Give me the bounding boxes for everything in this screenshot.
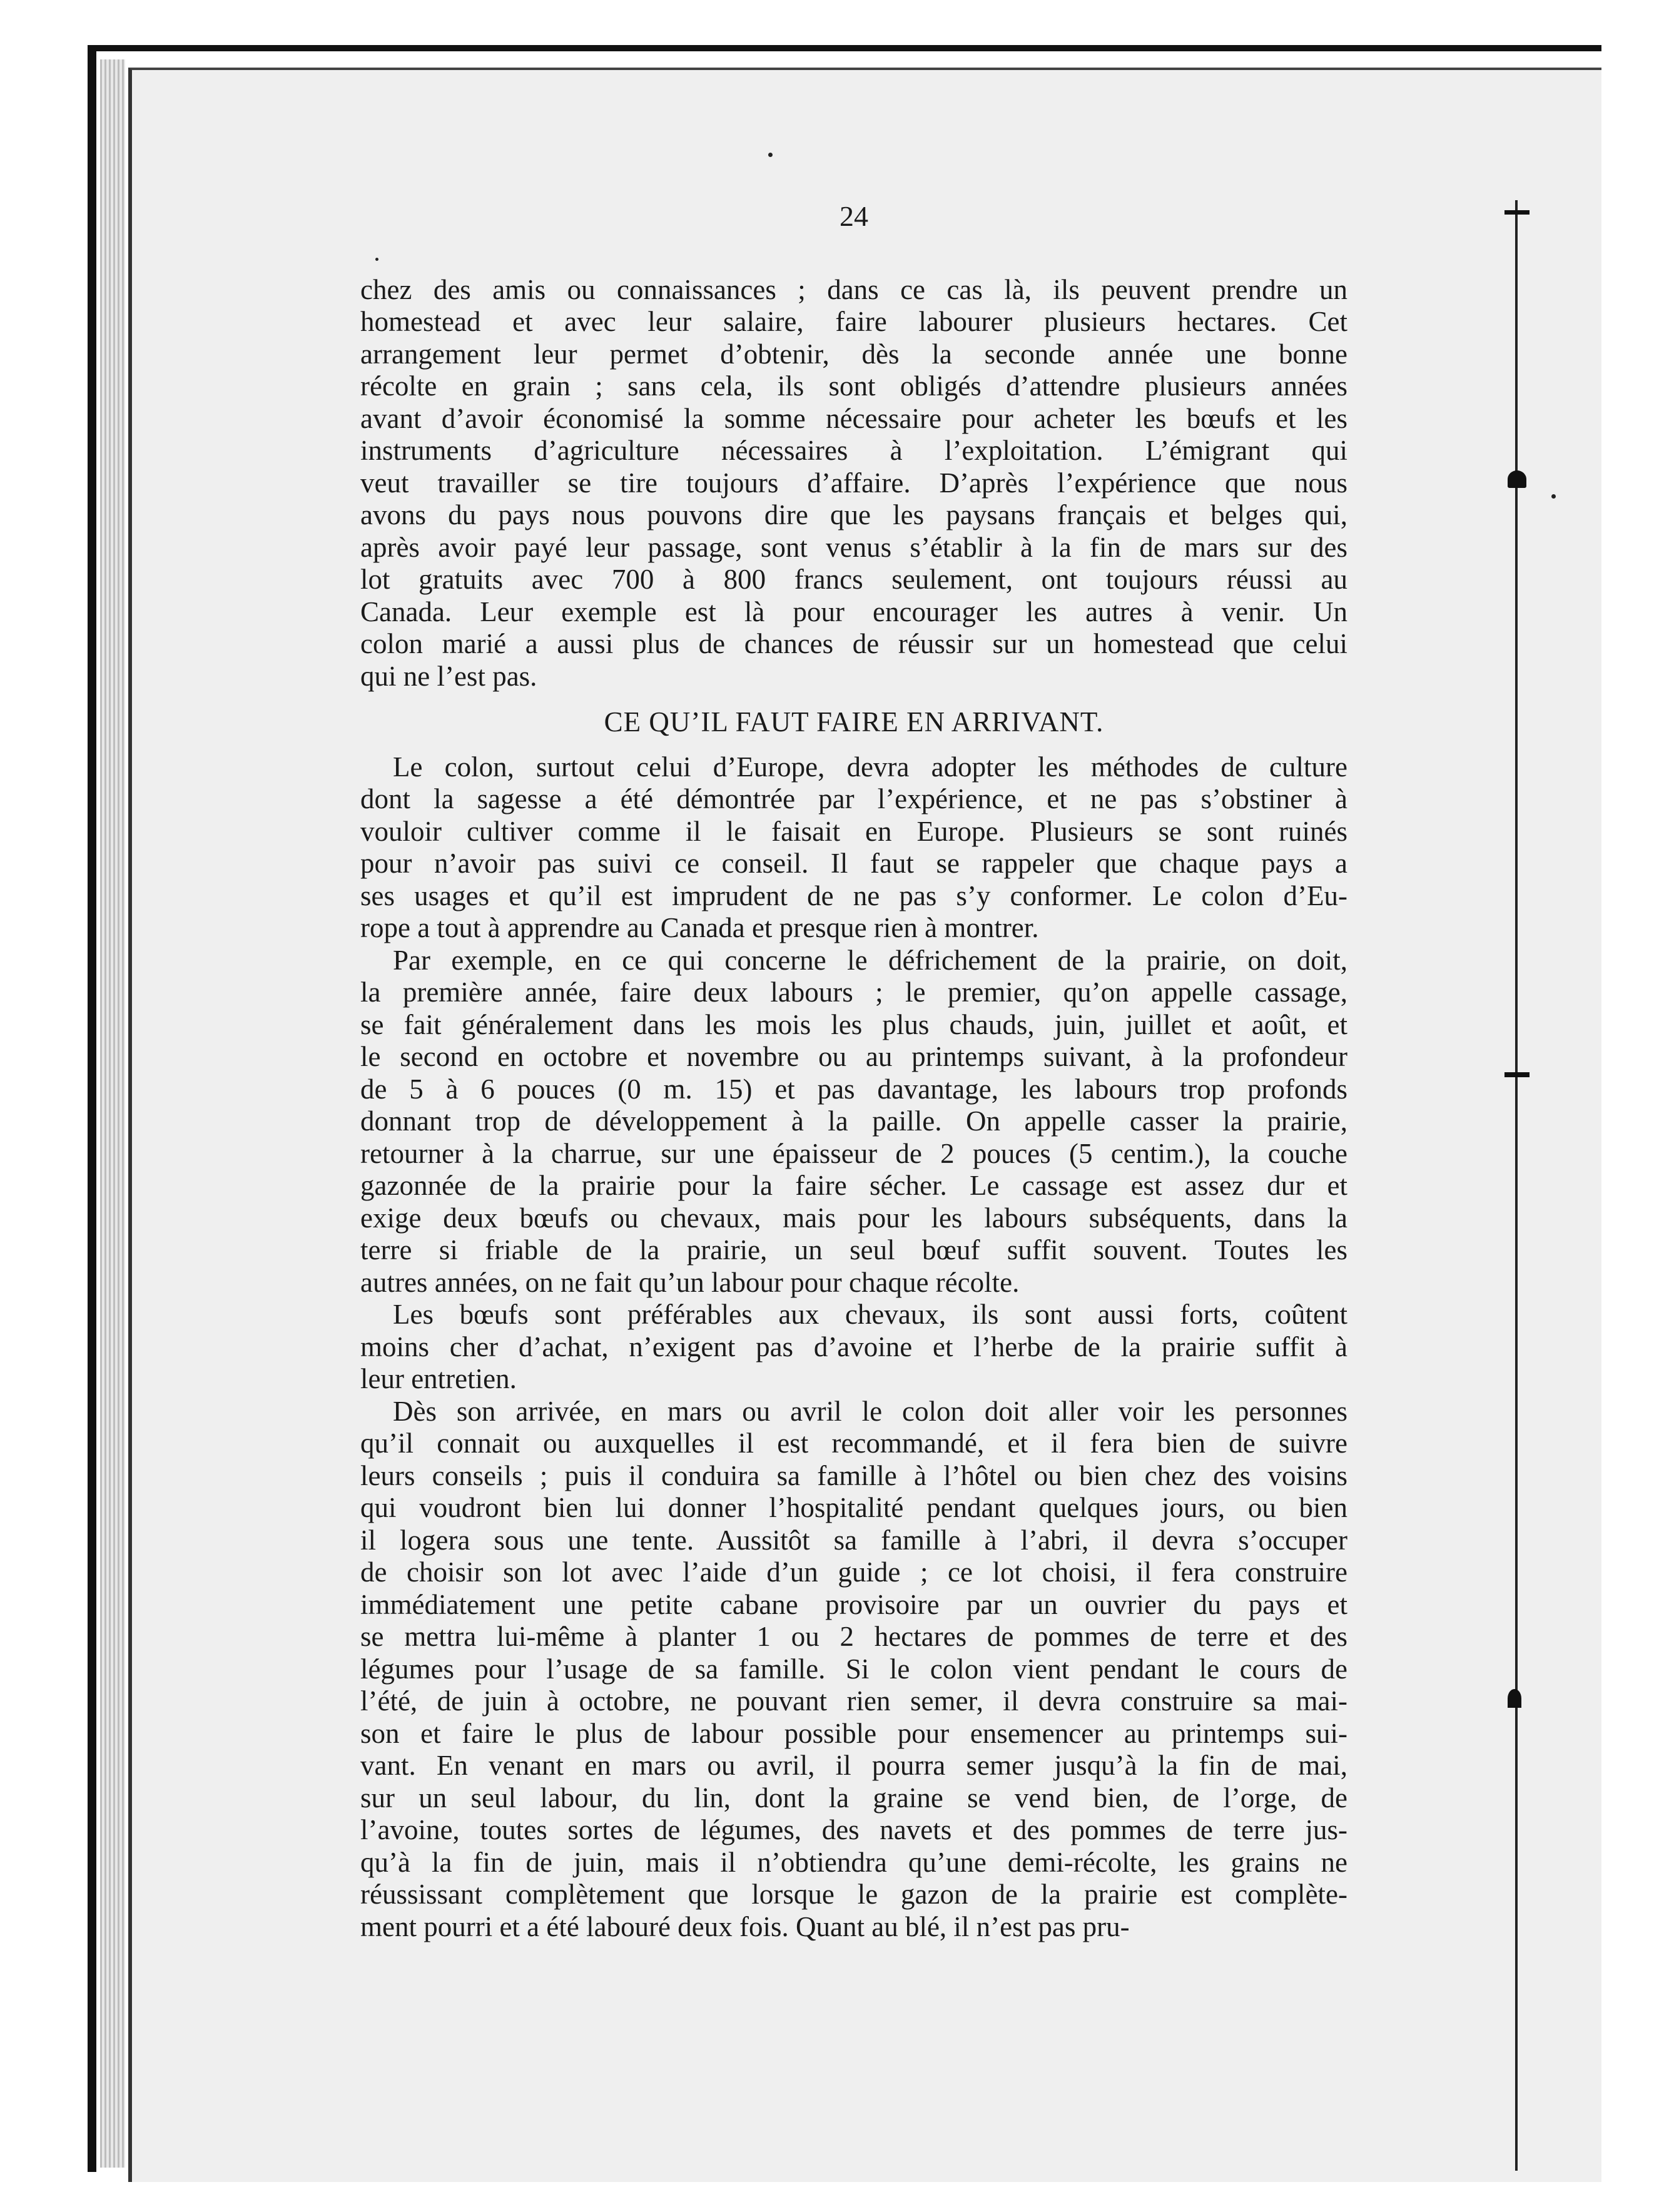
paragraph	[360, 1299, 1347, 1396]
text-line: réussissant complètement que lorsque le gazon de la prairie est complète-	[360, 1879, 1347, 1910]
text-line: son et faire le plus de labour possible pour ensemencer au printemps sui-	[360, 1717, 1347, 1749]
text-line: donnant trop de développement à la paille. On appelle casser la prairie,	[360, 1105, 1347, 1137]
text-line: vant. En venant en mars ou avril, il pourra semer jusqu’à la fin de mai,	[360, 1750, 1347, 1781]
page-number: 24	[840, 200, 868, 232]
paragraph	[360, 1396, 1347, 1944]
text-line: qui ne l’est pas.	[360, 660, 537, 692]
text-line: Par exemple, en ce qui concerne le défrichement de la prairie, on doit,	[393, 944, 1347, 976]
page-text	[360, 200, 1347, 1943]
text-line: vouloir cultiver comme il le faisait en Europe. Plusieurs se sont ruinés	[360, 815, 1347, 847]
text-line: homestead et avec leur salaire, faire labourer plusieurs hectares. Cet	[360, 306, 1347, 337]
binding-rule	[1515, 200, 1518, 2171]
text-line: Le colon, surtout celui d’Europe, devra adopter les méthodes de culture	[393, 751, 1347, 783]
text-line: qu’à la fin de juin, mais il n’obtiendra qu’une demi-récolte, les grains ne	[360, 1846, 1347, 1878]
binding-mark	[1508, 1689, 1521, 1708]
text-line: ment pourri et a été labouré deux fois. Quant au blé, il n’est pas pru-	[360, 1910, 1130, 1942]
speck	[1551, 494, 1556, 499]
text-line: le second en octobre et novembre ou au printemps suivant, à la profondeur	[360, 1041, 1347, 1072]
text-line: ses usages et qu’il est imprudent de ne pas s’y conformer. Le colon d’Eu-	[360, 880, 1347, 911]
text-line: se mettra lui-même à planter 1 ou 2 hectares de pommes de terre et des	[360, 1621, 1347, 1652]
text-line: pour n’avoir pas suivi ce conseil. Il faut se rappeler que chaque pays a	[360, 848, 1347, 879]
paragraph	[360, 274, 1347, 693]
text-line: immédiatement une petite cabane provisoire par un ouvrier du pays et	[360, 1588, 1347, 1620]
binding-mark	[1504, 210, 1530, 215]
text-line: chez des amis ou connaissances ; dans ce cas là, ils peuvent prendre un	[360, 273, 1347, 305]
text-line: la première année, faire deux labours ; le premier, qu’on appelle cassage,	[360, 977, 1347, 1008]
text-line: instruments d’agriculture nécessaires à l’exploitation. L’émigrant qui	[360, 435, 1347, 466]
text-line: Les bœufs sont préférables aux chevaux, ils sont aussi forts, coûtent	[393, 1299, 1347, 1330]
text-line: légumes pour l’usage de sa famille. Si le colon vient pendant le cours de	[360, 1653, 1347, 1685]
binding-mark	[1508, 470, 1526, 488]
text-line: l’avoine, toutes sortes de légumes, des navets et des pommes de terre jus-	[360, 1814, 1347, 1845]
text-line: moins cher d’achat, n’exigent pas d’avoine et l’herbe de la prairie suffit à	[360, 1331, 1347, 1362]
text-line: avons du pays nous pouvons dire que les paysans français et belges qui,	[360, 499, 1347, 530]
text-line: Dès son arrivée, en mars ou avril le colon doit aller voir les personnes	[393, 1395, 1347, 1427]
section-heading: CE QU’IL FAUT FAIRE EN ARRIVANT.	[604, 706, 1104, 738]
text-line: de 5 à 6 pouces (0 m. 15) et pas davantage, les labours trop profonds	[360, 1073, 1347, 1105]
text-line: se fait généralement dans les mois les plus chauds, juin, juillet et août, et	[360, 1008, 1347, 1040]
text-line: récolte en grain ; sans cela, ils sont obligés d’attendre plusieurs années	[360, 370, 1347, 402]
text-line: après avoir payé leur passage, sont venus s’établir à la fin de mars sur des	[360, 531, 1347, 563]
paragraph	[360, 945, 1347, 1299]
text-line: sur un seul labour, du lin, dont la graine se vend bien, de l’orge, de	[360, 1782, 1347, 1814]
text-line: terre si friable de la prairie, un seul bœuf suffit souvent. Toutes les	[360, 1234, 1347, 1266]
text-line: colon marié a aussi plus de chances de réussir sur un homestead que celui	[360, 628, 1347, 659]
text-line: gazonnée de la prairie pour la faire sécher. Le cassage est assez dur et	[360, 1170, 1347, 1201]
text-line: retourner à la charrue, sur une épaisseur de 2 pouces (5 centim.), la couche	[360, 1137, 1347, 1169]
text-line: il logera sous une tente. Aussitôt sa famille à l’abri, il devra s’occuper	[360, 1524, 1347, 1556]
text-line: qu’il connait ou auxquelles il est recommandé, et il fera bien de suivre	[360, 1428, 1347, 1459]
speck	[768, 153, 773, 157]
text-line: lot gratuits avec 700 à 800 francs seulement, ont toujours réussi au	[360, 564, 1347, 595]
text-line: autres années, on ne fait qu’un labour pour chaque récolte.	[360, 1266, 1020, 1298]
text-line: exige deux bœufs ou chevaux, mais pour les labours subséquents, dans la	[360, 1202, 1347, 1234]
text-line: veut travailler se tire toujours d’affaire. D’après l’expérience que nous	[360, 467, 1347, 499]
text-line: l’été, de juin à octobre, ne pouvant rien semer, il devra construire sa mai-	[360, 1685, 1347, 1717]
text-line: leur entretien.	[360, 1363, 517, 1394]
binding-mark	[1504, 1072, 1530, 1077]
text-line: leurs conseils ; puis il conduira sa famille à l’hôtel ou bien chez des voisins	[360, 1459, 1347, 1491]
text-line: qui voudront bien lui donner l’hospitalité pendant quelques jours, ou bien	[360, 1492, 1347, 1523]
text-line: rope a tout à apprendre au Canada et presque rien à montrer.	[360, 912, 1039, 943]
paragraph	[360, 751, 1347, 945]
text-line: dont la sagesse a été démontrée par l’expérience, et ne pas s’obstiner à	[360, 783, 1347, 814]
text-line: de choisir son lot avec l’aide d’un guide ; ce lot choisi, il fera construire	[360, 1556, 1347, 1588]
text-line: Canada. Leur exemple est là pour encourager les autres à venir. Un	[360, 596, 1347, 627]
text-line: avant d’avoir économisé la somme nécessaire pour acheter les bœufs et les	[360, 402, 1347, 434]
text-line: arrangement leur permet d’obtenir, dès la seconde année une bonne	[360, 338, 1347, 370]
